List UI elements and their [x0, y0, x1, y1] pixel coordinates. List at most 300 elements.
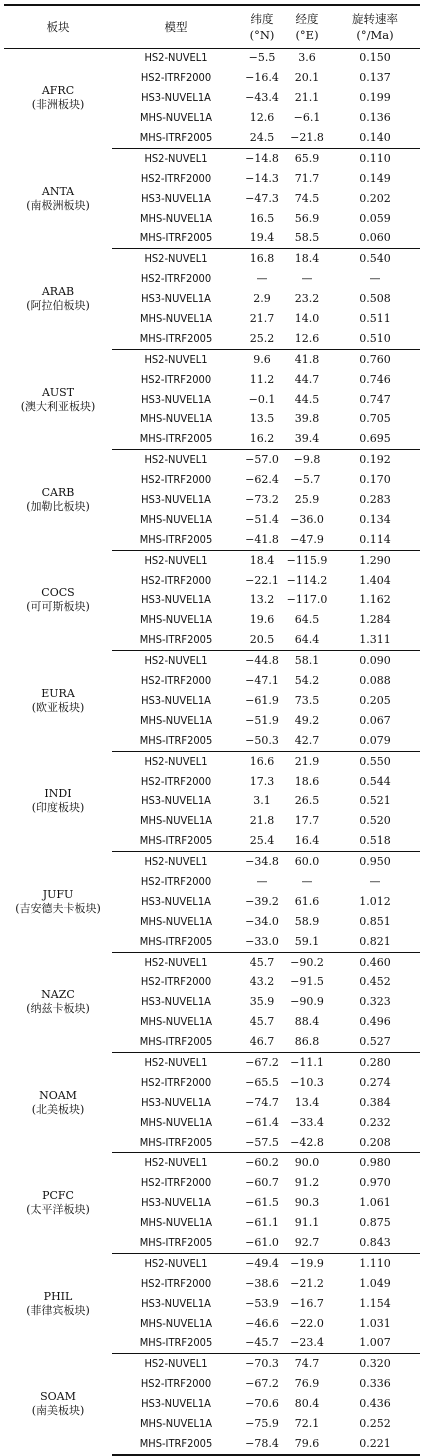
model-cell: MHS-NUVEL1A [139, 412, 213, 426]
rotation-rate-cell: 0.851 [359, 914, 391, 928]
plate-code: PCFC [42, 1189, 74, 1203]
rotation-rate-cell: 0.695 [330, 429, 420, 449]
model-cell: HS3-NUVEL1A [141, 1095, 211, 1109]
plate-code: EURA [41, 686, 75, 700]
latitude-cell: −73.2 [245, 493, 279, 507]
table-row [4, 651, 420, 671]
plate-name: (非洲板块) [31, 98, 85, 112]
header-latitude-label: 纬度 [250, 11, 274, 26]
longitude-cell: 71.7 [294, 171, 320, 185]
plate-cell [4, 349, 112, 449]
plate-code: NAZC [41, 988, 75, 1002]
rotation-rate-cell: 1.012 [359, 894, 391, 908]
model-cell: MHS-NUVEL1A [139, 814, 213, 828]
latitude-cell: −43.4 [245, 91, 279, 105]
longitude-cell: −22.0 [290, 1316, 324, 1330]
model-cell: HS3-NUVEL1A [141, 493, 211, 507]
latitude-cell: 19.4 [240, 229, 284, 249]
header-latitude-unit: (°N) [249, 27, 275, 42]
model-cell: HS2-ITRF2000 [140, 573, 212, 587]
longitude-cell: 91.2 [294, 1176, 320, 1190]
model-cell: HS2-NUVEL1 [144, 754, 208, 768]
latitude-cell: −61.0 [240, 1233, 284, 1253]
longitude-cell: 18.6 [294, 774, 320, 788]
plate-group-anta [4, 148, 420, 248]
rotation-rate-cell: 0.544 [359, 774, 391, 788]
latitude-cell: 16.5 [249, 211, 275, 225]
plate-group-noam [4, 1053, 420, 1153]
model-cell: MHS-ITRF2005 [112, 429, 240, 449]
rotation-rate-cell: 0.110 [359, 151, 391, 165]
header-model-label: 模型 [164, 19, 188, 34]
rotation-rate-cell: 0.510 [330, 329, 420, 349]
plate-group-phil [4, 1253, 420, 1353]
rotation-rate-cell: 0.060 [330, 229, 420, 249]
model-cell: HS2-NUVEL1 [144, 51, 208, 65]
model-cell: MHS-ITRF2005 [112, 1233, 240, 1253]
rotation-rate-cell: 0.746 [359, 372, 391, 386]
longitude-cell: 74.7 [294, 1357, 320, 1371]
model-cell: MHS-ITRF2005 [112, 630, 240, 650]
plate-code: SOAM [40, 1390, 76, 1404]
longitude-cell: −42.8 [284, 1133, 330, 1153]
rotation-rate-cell: 0.460 [359, 955, 391, 969]
model-cell: HS2-ITRF2000 [140, 372, 212, 386]
plate-name: (菲律宾板块) [26, 1303, 90, 1317]
rotation-rate-cell: 0.950 [359, 855, 391, 869]
rotation-rate-cell: 1.311 [330, 630, 420, 650]
rotation-rate-cell: 0.843 [330, 1233, 420, 1253]
model-cell: MHS-NUVEL1A [139, 613, 213, 627]
model-cell: MHS-NUVEL1A [139, 713, 213, 727]
longitude-cell: −23.4 [284, 1334, 330, 1354]
latitude-cell: 25.2 [240, 329, 284, 349]
table-row [4, 249, 420, 269]
longitude-cell: 80.4 [294, 1397, 320, 1411]
model-cell: HS2-ITRF2000 [140, 71, 212, 85]
latitude-cell: −67.2 [245, 1377, 279, 1391]
plate-cell [4, 1153, 112, 1253]
model-cell: MHS-ITRF2005 [112, 1334, 240, 1354]
latitude-cell: −16.4 [245, 71, 279, 85]
model-cell: HS2-NUVEL1 [144, 855, 208, 869]
longitude-cell: 49.2 [294, 713, 320, 727]
table-row [4, 952, 420, 972]
longitude-cell: 23.2 [294, 292, 320, 306]
plate-cell [4, 148, 112, 248]
plate-code: ANTA [41, 184, 75, 198]
model-cell: MHS-ITRF2005 [112, 229, 240, 249]
longitude-cell: — [301, 272, 313, 286]
rotation-rate-cell: 0.875 [359, 1216, 391, 1230]
model-cell: MHS-ITRF2005 [112, 1434, 240, 1455]
rotation-rate-cell: 0.067 [359, 713, 391, 727]
model-cell: MHS-NUVEL1A [139, 111, 213, 125]
longitude-cell: 65.9 [294, 151, 320, 165]
plate-cell [4, 751, 112, 851]
rotation-rate-cell: — [369, 272, 381, 286]
rotation-rate-cell: 1.290 [359, 553, 391, 567]
rotation-rate-cell: 0.821 [330, 932, 420, 952]
rotation-rate-cell: 0.760 [359, 352, 391, 366]
table-row [4, 751, 420, 771]
longitude-cell: 72.1 [294, 1417, 320, 1430]
rotation-rate-cell: 1.110 [359, 1256, 391, 1270]
longitude-cell: 20.1 [294, 71, 320, 85]
latitude-cell: −41.8 [240, 530, 284, 550]
latitude-cell: 43.2 [249, 975, 275, 989]
latitude-cell: −38.6 [245, 1276, 279, 1290]
model-cell: MHS-ITRF2005 [112, 731, 240, 751]
model-cell: MHS-ITRF2005 [112, 1032, 240, 1052]
longitude-cell: 86.8 [284, 1032, 330, 1052]
model-cell: HS2-ITRF2000 [140, 874, 212, 888]
plate-group-eura [4, 651, 420, 751]
model-cell: HS2-ITRF2000 [140, 272, 212, 286]
model-cell: MHS-NUVEL1A [139, 1015, 213, 1029]
latitude-cell: −65.5 [245, 1075, 279, 1089]
latitude-cell: −33.0 [240, 932, 284, 952]
latitude-cell: −74.7 [245, 1095, 279, 1109]
rotation-rate-cell: 0.170 [359, 473, 391, 487]
longitude-cell: 39.8 [294, 412, 320, 426]
model-cell: HS3-NUVEL1A [141, 1397, 211, 1411]
latitude-cell: −47.3 [245, 191, 279, 205]
table-row [4, 852, 420, 872]
latitude-cell: 45.7 [249, 955, 275, 969]
rotation-rate-cell: 0.283 [359, 493, 391, 507]
model-cell: MHS-NUVEL1A [139, 512, 213, 526]
plate-group-indi [4, 751, 420, 851]
longitude-cell: 73.5 [294, 693, 320, 707]
model-cell: HS2-ITRF2000 [140, 1176, 212, 1190]
plate-code: PHIL [43, 1289, 73, 1303]
model-cell: HS2-ITRF2000 [140, 674, 212, 688]
longitude-cell: 59.1 [284, 932, 330, 952]
rotation-rate-cell: 0.452 [359, 975, 391, 989]
latitude-cell: −70.3 [245, 1357, 279, 1371]
table-row [4, 1153, 420, 1173]
longitude-cell: 26.5 [294, 794, 320, 808]
model-cell: MHS-NUVEL1A [139, 1417, 213, 1430]
rotation-rate-cell: 1.007 [330, 1334, 420, 1354]
latitude-cell: −78.4 [240, 1434, 284, 1455]
model-cell: MHS-NUVEL1A [139, 1316, 213, 1330]
plate-group-cocs [4, 550, 420, 650]
model-cell: MHS-ITRF2005 [112, 831, 240, 851]
longitude-cell: 61.6 [294, 894, 320, 908]
header-longitude-unit: (°E) [295, 27, 319, 42]
longitude-cell: 42.7 [284, 731, 330, 751]
rotation-rate-cell: 0.970 [359, 1176, 391, 1190]
rotation-rate-cell: 0.274 [359, 1075, 391, 1089]
plate-cell [4, 1354, 112, 1455]
plate-cell [4, 952, 112, 1052]
model-cell: HS2-NUVEL1 [144, 151, 208, 165]
rotation-rate-cell: 0.079 [330, 731, 420, 751]
longitude-cell: 41.8 [294, 352, 320, 366]
model-cell: MHS-ITRF2005 [112, 932, 240, 952]
rotation-rate-cell: 0.521 [359, 794, 391, 808]
table-row [4, 1253, 420, 1273]
latitude-cell: 45.7 [249, 1015, 275, 1029]
latitude-cell: −57.0 [245, 453, 279, 467]
plate-cell [4, 48, 112, 148]
rotation-rate-cell: 0.496 [359, 1015, 391, 1029]
rotation-rate-cell: 1.061 [359, 1196, 391, 1210]
latitude-cell: −22.1 [245, 573, 279, 587]
header-plate-label: 板块 [46, 19, 70, 34]
longitude-cell: −6.1 [293, 111, 321, 125]
plate-code: AUST [41, 385, 75, 399]
model-cell: HS2-NUVEL1 [144, 1357, 208, 1371]
longitude-cell: 21.9 [294, 754, 320, 768]
longitude-cell: −90.9 [290, 995, 324, 1009]
model-cell: HS2-ITRF2000 [140, 975, 212, 989]
latitude-cell: −57.5 [240, 1133, 284, 1153]
longitude-cell: 58.9 [294, 914, 320, 928]
model-cell: HS2-NUVEL1 [144, 1256, 208, 1270]
model-cell: HS2-NUVEL1 [144, 252, 208, 266]
latitude-cell: 20.5 [240, 630, 284, 650]
header-model [112, 5, 240, 48]
plate-code: CARB [41, 486, 75, 500]
model-cell: HS2-NUVEL1 [144, 453, 208, 467]
plate-group-aust [4, 349, 420, 449]
rotation-rate-cell: 1.404 [359, 573, 391, 587]
model-cell: MHS-NUVEL1A [139, 1115, 213, 1129]
plate-name: (北美板块) [31, 1102, 85, 1116]
latitude-cell: −46.6 [245, 1316, 279, 1330]
longitude-cell: −21.2 [290, 1276, 324, 1290]
latitude-cell: −39.2 [245, 894, 279, 908]
rotation-rate-cell: 0.149 [359, 171, 391, 185]
longitude-cell: 64.5 [294, 613, 320, 627]
model-cell: HS3-NUVEL1A [141, 593, 211, 607]
rotation-rate-cell: 0.137 [359, 71, 391, 85]
longitude-cell: 44.7 [294, 372, 320, 386]
rotation-rate-cell: 1.284 [359, 613, 391, 627]
model-cell: HS2-NUVEL1 [144, 1055, 208, 1069]
rotation-rate-cell: 0.208 [330, 1133, 420, 1153]
model-cell: HS2-ITRF2000 [140, 473, 212, 487]
latitude-cell: −44.8 [245, 654, 279, 668]
latitude-cell: −50.3 [240, 731, 284, 751]
longitude-cell: 21.1 [294, 91, 320, 105]
longitude-cell: 64.4 [284, 630, 330, 650]
rotation-rate-cell: 0.540 [359, 252, 391, 266]
latitude-cell: 18.4 [249, 553, 275, 567]
model-cell: HS2-NUVEL1 [144, 955, 208, 969]
rotation-rate-cell: 0.511 [359, 312, 391, 326]
rotation-rate-cell: 0.508 [359, 292, 391, 306]
model-cell: HS3-NUVEL1A [141, 91, 211, 105]
header-longitude [284, 5, 330, 48]
table-row [4, 148, 420, 168]
rotation-rate-cell: 1.031 [359, 1316, 391, 1330]
latitude-cell: 16.2 [240, 429, 284, 449]
longitude-cell: −16.7 [290, 1296, 324, 1310]
latitude-cell: −53.9 [245, 1296, 279, 1310]
longitude-cell: 25.9 [294, 493, 320, 507]
latitude-cell: −51.4 [245, 512, 279, 526]
rotation-rate-cell: 0.192 [359, 453, 391, 467]
latitude-cell: 2.9 [253, 292, 271, 306]
rotation-rate-cell: 0.090 [359, 654, 391, 668]
plate-code: NOAM [39, 1088, 77, 1102]
header-plate [4, 5, 112, 48]
rotation-rate-cell: 0.059 [359, 211, 391, 225]
rotation-rate-cell: 0.140 [330, 128, 420, 148]
longitude-cell: −91.5 [290, 975, 324, 989]
latitude-cell: 3.1 [253, 794, 271, 808]
plate-name: (南极洲板块) [26, 198, 90, 212]
longitude-cell: −10.3 [290, 1075, 324, 1089]
plate-group-afrc [4, 48, 420, 148]
model-cell: HS2-ITRF2000 [140, 171, 212, 185]
longitude-cell: 56.9 [294, 211, 320, 225]
longitude-cell: 60.0 [294, 855, 320, 869]
model-cell: MHS-ITRF2005 [112, 1133, 240, 1153]
longitude-cell: 39.4 [284, 429, 330, 449]
latitude-cell: 11.2 [249, 372, 275, 386]
latitude-cell: −62.4 [245, 473, 279, 487]
longitude-cell: 3.6 [298, 51, 316, 65]
rotation-rate-cell: 0.232 [359, 1115, 391, 1129]
longitude-cell: 58.5 [284, 229, 330, 249]
plate-code: JUFU [42, 887, 74, 901]
rotation-rate-cell: 0.336 [359, 1377, 391, 1391]
longitude-cell: −33.4 [290, 1115, 324, 1129]
table-row [4, 450, 420, 470]
longitude-cell: −114.2 [286, 573, 328, 587]
latitude-cell: −61.4 [245, 1115, 279, 1129]
longitude-cell: −11.1 [290, 1055, 324, 1069]
plate-group-carb [4, 450, 420, 550]
latitude-cell: 17.3 [249, 774, 275, 788]
plate-code: AFRC [41, 84, 75, 98]
longitude-cell: −115.9 [286, 553, 328, 567]
rotation-rate-cell: 0.436 [359, 1397, 391, 1411]
rotation-rate-cell: 0.252 [359, 1417, 391, 1430]
latitude-cell: — [256, 272, 268, 286]
model-cell: HS2-ITRF2000 [140, 774, 212, 788]
plate-name: (可可斯板块) [26, 600, 90, 614]
rotation-rate-cell: 0.150 [359, 51, 391, 65]
header-longitude-label: 经度 [295, 11, 319, 26]
table-row [4, 48, 420, 68]
model-cell: HS3-NUVEL1A [141, 392, 211, 406]
table-row [4, 550, 420, 570]
longitude-cell: −9.8 [293, 453, 321, 467]
longitude-cell: −19.9 [290, 1256, 324, 1270]
latitude-cell: 46.7 [240, 1032, 284, 1052]
rotation-rate-cell: — [369, 874, 381, 888]
rotation-rate-cell: 1.154 [359, 1296, 391, 1310]
rotation-rate-cell: 0.134 [359, 512, 391, 526]
rotation-rate-cell: 0.980 [359, 1156, 391, 1170]
plate-code: COCS [41, 586, 75, 600]
plate-cell [4, 450, 112, 550]
longitude-cell: −47.9 [284, 530, 330, 550]
rotation-rate-cell: 0.550 [359, 754, 391, 768]
latitude-cell: 24.5 [240, 128, 284, 148]
latitude-cell: −67.2 [245, 1055, 279, 1069]
header-latitude [240, 5, 284, 48]
latitude-cell: −70.6 [245, 1397, 279, 1411]
model-cell: MHS-ITRF2005 [112, 530, 240, 550]
model-cell: MHS-NUVEL1A [139, 914, 213, 928]
model-cell: HS3-NUVEL1A [141, 1296, 211, 1310]
latitude-cell: −60.7 [245, 1176, 279, 1190]
rotation-rate-cell: 0.088 [359, 674, 391, 688]
rotation-rate-cell: 0.136 [359, 111, 391, 125]
latitude-cell: −49.4 [245, 1256, 279, 1270]
model-cell: HS3-NUVEL1A [141, 794, 211, 808]
model-cell: HS2-ITRF2000 [140, 1276, 212, 1290]
latitude-cell: — [256, 874, 268, 888]
latitude-cell: 25.4 [240, 831, 284, 851]
longitude-cell: 74.5 [294, 191, 320, 205]
rotation-rate-cell: 0.323 [359, 995, 391, 1009]
model-cell: MHS-NUVEL1A [139, 211, 213, 225]
longitude-cell: 92.7 [284, 1233, 330, 1253]
rotation-rate-cell: 1.162 [359, 593, 391, 607]
plate-group-soam [4, 1354, 420, 1455]
latitude-cell: −51.9 [245, 713, 279, 727]
longitude-cell: 44.5 [294, 392, 320, 406]
latitude-cell: 13.5 [249, 412, 275, 426]
rotation-rate-cell: 0.205 [359, 693, 391, 707]
plate-cell [4, 651, 112, 751]
rotation-rate-cell: 0.518 [330, 831, 420, 851]
plate-name: (纳兹卡板块) [26, 1002, 90, 1016]
header-rate-unit: (°/Ma) [356, 27, 394, 42]
plate-name: (印度板块) [31, 801, 85, 815]
plate-name: (吉安德夫卡板块) [15, 901, 101, 915]
longitude-cell: 14.0 [294, 312, 320, 326]
rotation-rate-cell: 0.114 [330, 530, 420, 550]
model-cell: HS2-ITRF2000 [140, 1377, 212, 1391]
plate-name: (阿拉伯板块) [26, 299, 90, 313]
plate-name: (欧亚板块) [31, 700, 85, 714]
longitude-cell: 79.6 [284, 1434, 330, 1455]
plate-name: (南美板块) [31, 1404, 85, 1418]
table-row [4, 1053, 420, 1073]
rotation-rate-cell: 0.705 [359, 412, 391, 426]
model-cell: HS3-NUVEL1A [141, 292, 211, 306]
plate-cell [4, 550, 112, 650]
euler-pole-table [4, 4, 420, 1456]
header-rate-label: 旋转速率 [352, 11, 398, 26]
longitude-cell: −5.7 [293, 473, 321, 487]
plate-cell [4, 249, 112, 349]
longitude-cell: 90.3 [294, 1196, 320, 1210]
rotation-rate-cell: 0.527 [330, 1032, 420, 1052]
latitude-cell: −34.8 [245, 855, 279, 869]
latitude-cell: −0.1 [248, 392, 276, 406]
rotation-rate-cell: 0.280 [359, 1055, 391, 1069]
latitude-cell: 19.6 [249, 613, 275, 627]
rotation-rate-cell: 0.202 [359, 191, 391, 205]
model-cell: MHS-ITRF2005 [112, 329, 240, 349]
rotation-rate-cell: 1.049 [359, 1276, 391, 1290]
rotation-rate-cell: 0.747 [359, 392, 391, 406]
latitude-cell: −61.5 [245, 1196, 279, 1210]
model-cell: MHS-ITRF2005 [112, 128, 240, 148]
model-cell: HS2-NUVEL1 [144, 1156, 208, 1170]
longitude-cell: 16.4 [284, 831, 330, 851]
